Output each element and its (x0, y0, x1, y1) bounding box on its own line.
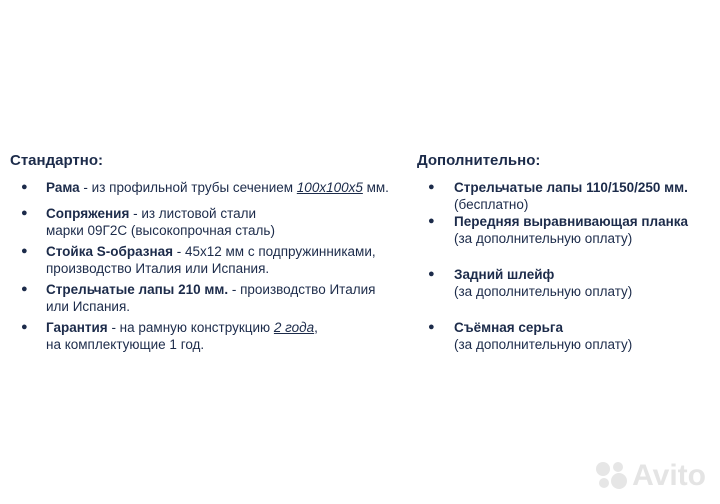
item-term: Сопряжения (46, 206, 130, 221)
additional-heading: Дополнительно: (417, 152, 541, 169)
item-text-line2: (за дополнительную оплату) (454, 284, 633, 299)
bullet-icon: ● (21, 207, 28, 219)
additional-list (417, 179, 707, 353)
list-item (417, 213, 707, 247)
item-text: - из профильной трубы сечением (79, 180, 297, 195)
item-term: Съёмная серьга (454, 320, 564, 335)
bullet-icon: ● (21, 181, 28, 193)
item-term: Стрельчатые лапы 210 мм. (46, 282, 229, 297)
item-text: - на рамную конструкцию (107, 320, 274, 335)
bullet-icon: ● (428, 321, 435, 333)
item-text: мм. (362, 180, 389, 195)
bullet-icon: ● (428, 181, 435, 193)
item-text-line2: на комплектующие 1 год. (46, 337, 205, 352)
list-item (417, 179, 707, 213)
bullet-icon: ● (21, 283, 28, 295)
avito-logo-icon (594, 460, 628, 490)
watermark-text: Avito (632, 458, 706, 492)
item-text-line2: марки 09Г2С (высокопрочная сталь) (46, 223, 275, 238)
item-term: Стойка S-образная (46, 244, 173, 259)
item-emphasis: 100x100x5 (296, 180, 363, 195)
list-item (417, 319, 707, 353)
avito-watermark (594, 460, 706, 490)
bullet-icon: ● (21, 245, 28, 257)
standard-list (10, 179, 410, 353)
list-item (10, 243, 410, 277)
item-term: Передняя выравнивающая планка (454, 214, 689, 229)
standard-heading: Стандартно: (10, 152, 103, 169)
item-text: - из листовой стали (129, 206, 257, 221)
bullet-icon: ● (21, 321, 28, 333)
additional-section (417, 152, 707, 353)
list-item (417, 266, 707, 300)
item-term: Стрельчатые лапы 110/150/250 мм. (454, 180, 688, 195)
item-text: , (314, 320, 318, 335)
item-emphasis: 2 года (273, 320, 315, 335)
list-item (10, 281, 410, 315)
item-term: Задний шлейф (454, 267, 555, 282)
item-text-line2: производство Италия или Испания. (46, 261, 270, 276)
item-term: Рама (46, 180, 80, 195)
item-term: Гарантия (46, 320, 108, 335)
list-item (10, 319, 410, 353)
standard-section (10, 152, 410, 353)
bullet-icon: ● (428, 268, 435, 280)
item-text-line2: или Испания. (46, 299, 131, 314)
bullet-icon: ● (428, 215, 435, 227)
item-text-line2: (за дополнительную оплату) (454, 231, 633, 246)
item-text: - 45x12 мм с подпружинниками, (173, 244, 376, 259)
item-text-line2: (за дополнительную оплату) (454, 337, 633, 352)
list-item (10, 205, 410, 239)
item-text: - производство Италия (228, 282, 376, 297)
list-item (10, 179, 410, 196)
item-text-line2: (бесплатно) (454, 197, 529, 212)
